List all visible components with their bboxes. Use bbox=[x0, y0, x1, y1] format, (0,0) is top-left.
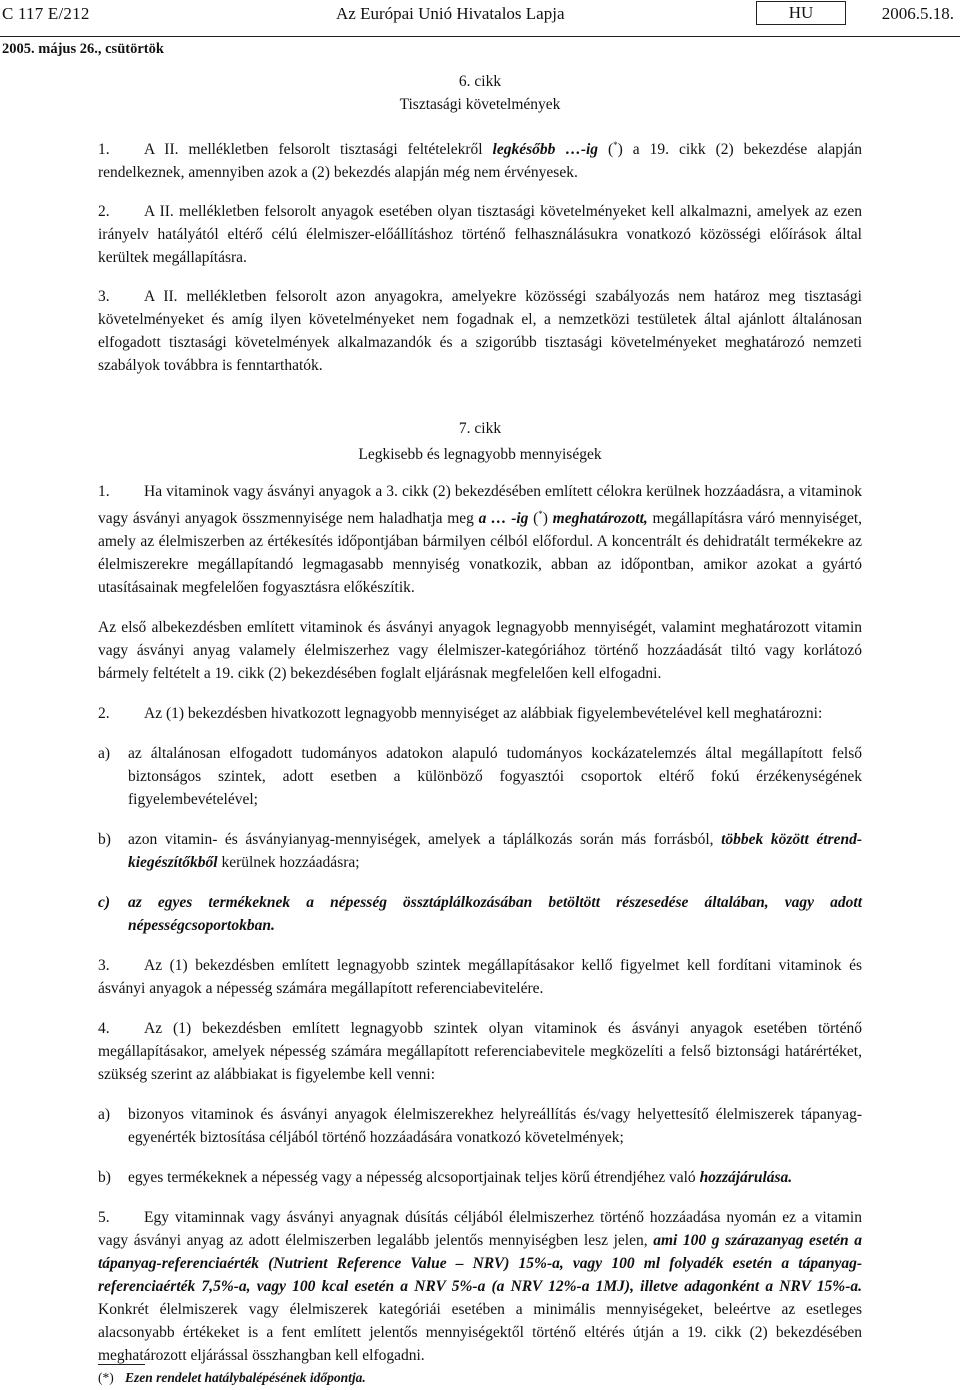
list-item: a) bizonyos vitaminok és ásványi anyagok élelmiszerekhez helyreállítás és/vagy helyettesítő élelmiszerek tápanyag-egyenérték biztosítása céljából történő hozzáadására vonatkozó követelmények; bbox=[98, 1103, 862, 1149]
publication-date: 2006.5.18. bbox=[881, 4, 954, 23]
article-7-paragraph-5: 5. Egy vitaminnak vagy ásványi anyagnak dúsítás céljából élelmiszerhez történő hozzáadása nyomán ez a vitamin vagy ásványi anyag az adott élelmiszerben legalább jelentős mennyiségben lesz jelen, ami 100 g szárazanyag esetén a tápanyag-referenciaérték (Nutrient Reference Value – NRV) 15%-a, vagy 100 ml folyadék esetén a tápanyag-referenciaérték 7,5%-a, vagy 100 kcal esetén a NRV 5%-a (a NRV 12%-a 1MJ), illetve adagonként a NRV 15%-a. Konkrét élelmiszerek vagy élelmiszerek kategóriái esetében a minimális mennyiségeket, beleértve az esetleges alacsonyabb értékeket is a fent említett jelentős mennyiségektől történő eltérés útján a 19. cikk (2) bekezdésében meghatározott eljárással összhangban kell elfogadni. bbox=[98, 1206, 862, 1367]
article-7-number: 7. cikk bbox=[458, 420, 502, 438]
list-label: b) bbox=[98, 831, 111, 849]
list-label: b) bbox=[98, 1169, 111, 1187]
paragraph-number: 1. bbox=[98, 141, 110, 159]
journal-reference: C 117 E/212 bbox=[2, 4, 90, 23]
list-label: a) bbox=[98, 745, 111, 763]
list-item: b) egyes termékeknek a népesség vagy a népesség alcsoportjainak teljes körű étrendjéhez való hozzájárulása. bbox=[98, 1166, 862, 1189]
article-6-paragraph-1: 1. A II. mellékletben felsorolt tisztasági feltételekről legkésőbb …-ig (*) a 19. cikk (2) bekezdése alapján rendelkeznek, amennyiben azok a (2) bekezdés alapján még nem érvényesek. bbox=[98, 140, 862, 182]
article-7-paragraph-4: 4. Az (1) bekezdésben említett legnagyobb szintek olyan vitaminok és ásványi anyagok esetében történő megállapításakor, amelyek népesség számára megállapított referenciabevitele megközelíti a felső biztonsági határértéket, szükség szerint az alábbiakat is figyelembe kell venni: bbox=[98, 1017, 862, 1086]
session-date: 2005. május 26., csütörtök bbox=[2, 41, 164, 57]
list-item: c) az egyes termékeknek a népesség össztáplálkozásában betöltött részesedése általában, vagy adott népességcsoportokban. bbox=[98, 891, 862, 937]
article-6-number: 6. cikk bbox=[458, 73, 502, 90]
article-6-paragraph-2: 2. A II. mellékletben felsorolt anyagok esetében olyan tisztasági követelményeket kell alkalmazni, amelyek az ezen irányelv hatályától eltérő célú élelmiszer-előállításhoz történő felhasználásukra vonatkozó közösségi előírások által kerültek megállapításra. bbox=[98, 200, 862, 269]
list-label: a) bbox=[98, 1106, 111, 1124]
article-7-title: Legkisebb és legnagyobb mennyiségek bbox=[358, 446, 602, 464]
footnote-text: Ezen rendelet hatálybalépésének időpontja. bbox=[125, 1370, 366, 1385]
paragraph-number: 3. bbox=[98, 957, 110, 975]
paragraph-number: 4. bbox=[98, 1020, 110, 1038]
paragraph-number: 5. bbox=[98, 1209, 110, 1227]
list-item: b) azon vitamin- és ásványianyag-mennyiségek, amelyek a táplálkozás során más forrásból, többek között étrend-kiegészítőkből kerülnek hozzáadásra; bbox=[98, 828, 862, 874]
paragraph-number: 2. bbox=[98, 203, 110, 221]
footnote-mark: (*) bbox=[98, 1370, 114, 1385]
article-7-paragraph-1: 1. Ha vitaminok vagy ásványi anyagok a 3. cikk (2) bekezdésében említett célokra kerülnek hozzáadásra, a vitaminok vagy ásványi anyagok összmennyisége nem haladhatja meg a … -ig (*) meghatározott, megállapításra váró mennyiséget, amely az élelmiszerben az értékesítés időpontjában bármilyen célból előfordul. A koncentrált és dehidratált termékekre az élelmiszerekre megállapítandó legmagasabb mennyiség vonatkozik, abban az időpontban, amikor azokat a gyártó utasításainak megfelelően fogyasztásra előkészítik. bbox=[98, 480, 862, 599]
language-badge: HU bbox=[756, 1, 846, 25]
paragraph-number: 2. bbox=[98, 705, 110, 723]
article-7-paragraph-2: 2. Az (1) bekezdésben hivatkozott legnagyobb mennyiséget az alábbiak figyelembevételével kell meghatározni: bbox=[98, 702, 862, 725]
article-6-paragraph-3: 3. A II. mellékletben felsorolt azon anyagokra, amelyekre közösségi szabályozás nem határoz meg tisztasági követelményeket és amíg ilyen követelményeket nem fogadnak el, a nemzetközi testületek által ajánlott általánosan elfogadott tisztasági követelmények alkalmazandók és a szigorúbb tisztasági követelményeket meghatározó nemzeti szabályok továbbra is fenntarthatók. bbox=[98, 285, 862, 377]
list-item: a) az általánosan elfogadott tudományos adatokon alapuló tudományos kockázatelemzés által megállapított felső biztonságos szintek, adott esetben a különböző fogyasztói csoportok eltérő fokú érzékenységének figyelembevételével; bbox=[98, 742, 862, 811]
article-6-title: Tisztasági követelmények bbox=[399, 96, 561, 113]
journal-header bbox=[0, 0, 960, 37]
document-body bbox=[98, 70, 862, 1367]
footnote bbox=[98, 1370, 366, 1386]
journal-title: Az Európai Unió Hivatalos Lapja bbox=[336, 4, 565, 23]
article-7-paragraph-1-continuation: Az első albekezdésben említett vitaminok és ásványi anyagok legnagyobb mennyiségét, valamint meghatározott vitamin vagy ásványi anyag valamely élelmiszerhez vagy élelmiszer-kategóriához történő hozzáadását tiltó vagy korlátozó bármely feltételt a 19. cikk (2) bekezdésében foglalt eljárásnak megfelelően kell elfogadni. bbox=[98, 619, 862, 683]
article-7-paragraph-3: 3. Az (1) bekezdésben említett legnagyobb szintek megállapításakor kellő figyelmet kell fordítani vitaminok és ásványi anyagok a népesség számára megállapított referenciabevitelére. bbox=[98, 954, 862, 1000]
list-label: c) bbox=[98, 894, 111, 912]
paragraph-number: 3. bbox=[98, 288, 110, 306]
paragraph-number: 1. bbox=[98, 483, 110, 501]
footnote-divider bbox=[98, 1364, 145, 1365]
